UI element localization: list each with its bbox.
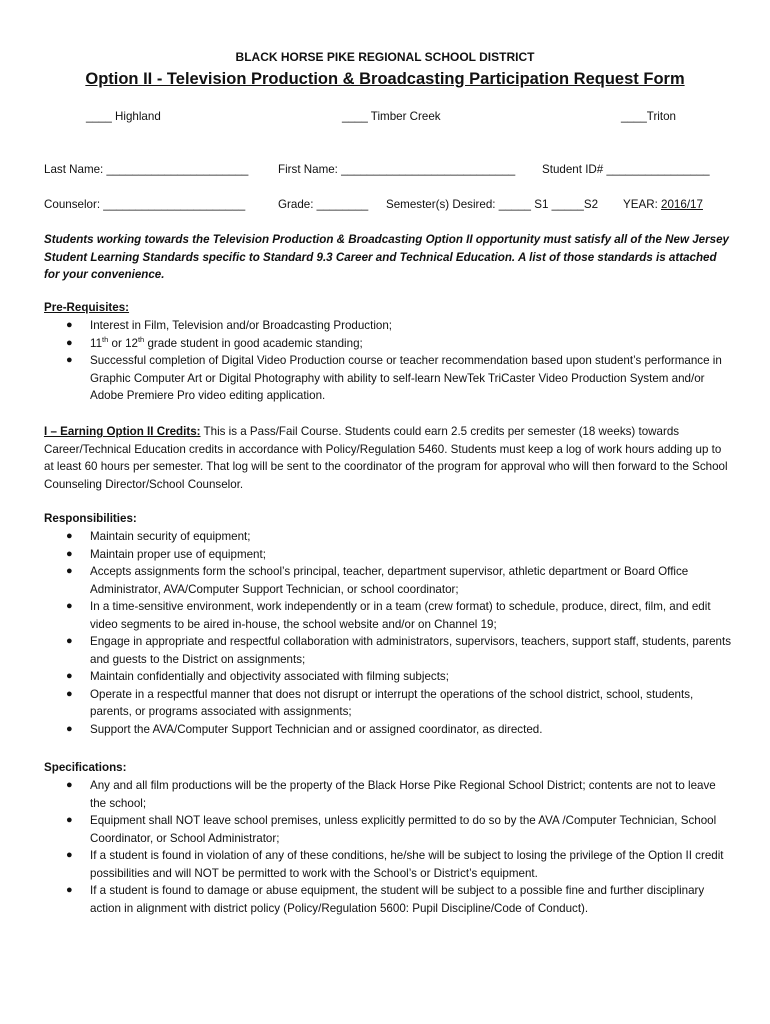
bullet-icon: ● (66, 565, 73, 577)
bullet-icon: ● (66, 722, 73, 735)
bullet-icon: ● (66, 849, 73, 861)
credits-paragraph (44, 423, 734, 493)
list-item: ● Maintain confidentially and objectivity associated with filming subjects; (44, 668, 734, 686)
list-item: ● 11th or 12th grade student in good academic standing; (44, 335, 734, 353)
list-item: ● Equipment shall NOT leave school premises, unless explicitly permitted to do so by the AVA /Computer Technician, School Coordinator, or School Administrator; (66, 814, 717, 845)
credits-heading: I – Earning Option II Credits: (44, 425, 201, 438)
bullet-icon: ● (66, 600, 73, 612)
list-item: ● Any and all film productions will be the property of the Black Horse Pike Regional School District; contents are not to leave the school; (66, 779, 716, 810)
bullet-icon: ● (66, 779, 73, 791)
list-item: ● Maintain proper use of equipment; (44, 546, 734, 564)
intro-paragraph: Students working towards the Television Production & Broadcasting Option II opportunity must satisfy all of the New Jersey Student Learning Standards specific to Standard 9.3 Career and Technical Education. A list of those standards is attached for your convenience. (44, 233, 729, 281)
list-item: ● If a student is found to damage or abuse equipment, the student will be subject to a possible fine and further disciplinary action in alignment with district policy (Policy/Regulation 5600: Pupil Discipline/Code of Conduct). (66, 884, 705, 915)
responsibilities-heading: Responsibilities: (44, 512, 137, 525)
bullet-icon: ● (66, 814, 73, 826)
school-option-timber-creek[interactable]: ____ Timber Creek (342, 110, 441, 123)
bullet-icon: ● (66, 670, 73, 682)
semester-field[interactable]: Semester(s) Desired: _____ S1 _____S2 (386, 198, 599, 211)
prereq-heading: Pre-Requisites: (44, 301, 130, 314)
last-name-field[interactable]: Last Name: ______________________ (44, 163, 249, 176)
school-option-triton[interactable]: ____Triton (621, 110, 676, 123)
list-item: ● In a time-sensitive environment, work independently or in a team (crew format) to schedule, produce, direct, film, and edit video segments to be aired in-house, the school website and/or on Channel 19; (66, 600, 711, 631)
school-option-highland[interactable]: ____ Highland (86, 110, 161, 123)
year-field (623, 196, 703, 213)
year-label: YEAR: (623, 198, 658, 211)
specifications-heading: Specifications: (44, 761, 127, 774)
specifications-list (44, 777, 734, 917)
list-item: ● Engage in appropriate and respectful collaboration with administrators, supervisors, teachers, support staff, students, parents and guests to the District on assignments; (66, 635, 732, 666)
form-title: Option II - Television Production & Broadcasting Participation Request Form (85, 70, 685, 88)
bullet-icon: ● (66, 530, 73, 542)
student-id-field[interactable]: Student ID# ________________ (542, 163, 710, 176)
bullet-icon: ● (66, 884, 73, 896)
credits-text: This is a Pass/Fail Course. Students could earn 2.5 credits per semester (18 weeks) towards Career/Technical Education credits in accordance with Policy/Regulation 5460. Students must keep a log of work hours adding up to at least 60 hours per semester. That log will be sent to the coordinator of the program for approval who will then forward to the School Counseling Director/School Counselor. (44, 425, 728, 491)
bullet-icon: ● (66, 635, 73, 647)
list-item: ● Interest in Film, Television and/or Broadcasting Production; (44, 317, 734, 335)
bullet-icon: ● (66, 547, 73, 560)
bullet-icon: ● (66, 336, 73, 349)
responsibilities-list (44, 528, 734, 738)
bullet-icon: ● (66, 319, 73, 331)
bullet-icon: ● (66, 354, 73, 366)
list-item: ● Maintain security of equipment; (44, 528, 734, 546)
list-item: ● Successful completion of Digital Video Production course or teacher recommendation based upon student’s performance in Graphic Computer Art or Digital Photography with ability to self-learn NewTek TriCaster Video Production System and/or Adobe Premiere Pro video editing application. (66, 354, 722, 402)
first-name-field[interactable]: First Name: ___________________________ (278, 163, 516, 176)
grade-field[interactable]: Grade: ________ (278, 198, 369, 211)
list-item: ● Accepts assignments form the school’s principal, teacher, department supervisor, athletic department or Board Office Administrator, AVA/Computer Support Technician, or school coordinator; (66, 565, 689, 596)
list-item: ● Operate in a respectful manner that does not disrupt or interrupt the operations of the school district, school, students, parents, or programs associated with assignments; (66, 687, 694, 718)
district-name: BLACK HORSE PIKE REGIONAL SCHOOL DISTRICT (235, 50, 535, 64)
list-item: ● Support the AVA/Computer Support Technician and or assigned coordinator, as directed. (44, 721, 734, 739)
list-item: ● If a student is found in violation of any of these conditions, he/she will be subject to losing the privilege of the Option II credit possibilities and will NOT be permitted to work with the School’s or District’s equipment. (66, 849, 724, 880)
year-value: 2016/17 (661, 198, 703, 211)
counselor-field[interactable]: Counselor: ______________________ (44, 198, 246, 211)
bullet-icon: ● (66, 687, 73, 700)
prereq-list (44, 317, 734, 405)
